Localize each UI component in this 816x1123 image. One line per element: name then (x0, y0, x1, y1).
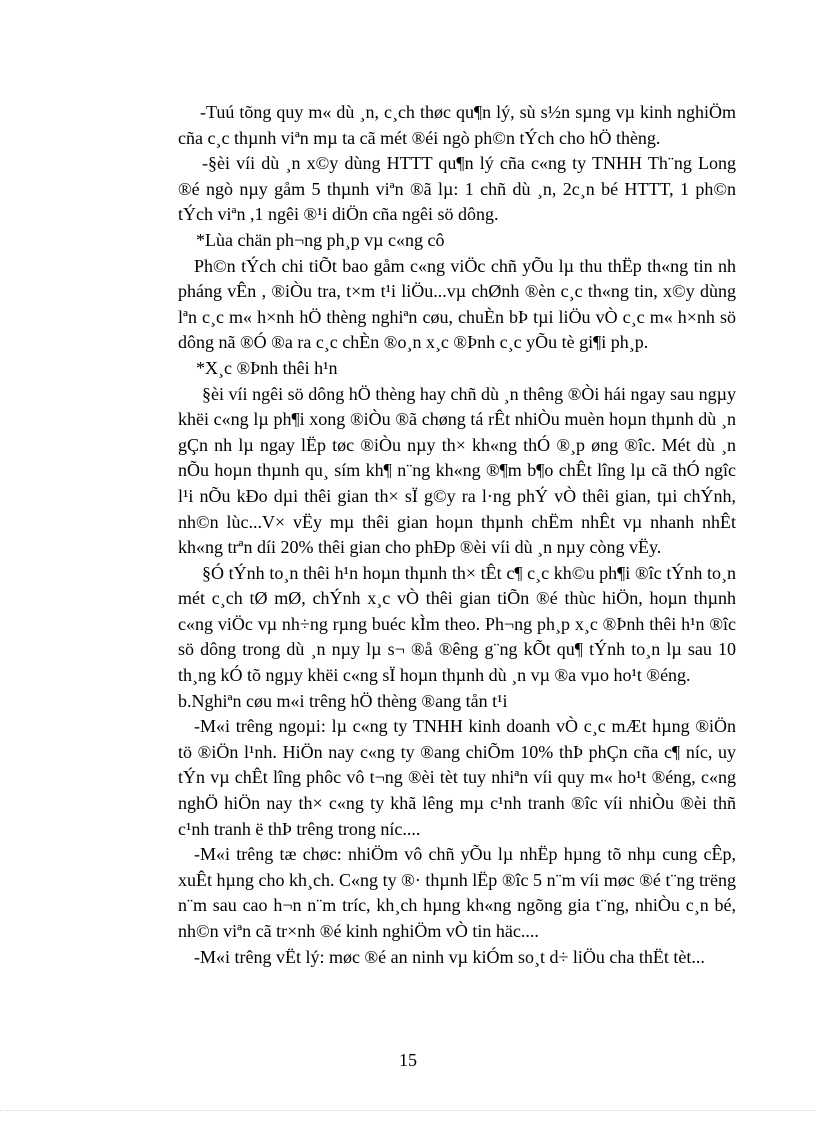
heading-method-selection: *Lùa chän ph¬ng ph¸p vµ c«ng cô (196, 229, 445, 250)
paragraph-organizational-environment: -M«i trêng tæ chøc: nhiÖm vô chñ yÕu lµ nhËp hµng tõ nhµ cung cÊp, xuÊt hµng cho kh¸ch. C«ng ty ®· thµnh lËp ®îc 5 n¨m víi møc ®é t¨ng trëng n¨m sau cao h¬n n¨m tríc, kh¸ch hµng kh«ng ngõng gia t¨ng, nhiÒu c¸n bé, nh©n viªn cã tr×nh ®é kinh nghiÖm vÒ tin häc.... (178, 844, 736, 941)
paragraph-external-environment: -M«i trêng ngoµi: lµ c«ng ty TNHH kinh doanh vÒ c¸c mÆt hµng ®iÖn tö ®iÖn l¹nh. HiÖn nay c«ng ty ®ang chiÕm 10% thÞ phÇn cña c¶ níc, uy tÝn vµ chÊt lîng phôc vô t¬ng ®èi tèt tuy nhiªn víi quy m« ho¹t ®éng, c«ng nghÖ hiÖn nay th× c«ng ty khã lêng mµ c¹nh tranh ®îc víi nhiÒu ®èi thñ c¹nh tranh ë thÞ trêng trong níc.... (178, 716, 736, 839)
page-bottom-divider (0, 1110, 816, 1111)
heading-environment-study: b.Nghiªn cøu m«i trêng hÖ thèng ®ang tån t¹i (178, 690, 508, 711)
page-number: 15 (399, 1050, 417, 1070)
paragraph-physical-environment: -M«i trêng vËt lý: møc ®é an ninh vµ kiÓm so¸t d÷ liÖu cha thËt tèt... (194, 946, 705, 967)
paragraph-team-members: -§èi víi dù ¸n x©y dùng HTTT qu¶n lý cña c«ng ty TNHH Th¨ng Long ®é ngò nµy gåm 5 thµnh viªn ®ã lµ: 1 chñ dù ¸n, 2c¸n bé HTTT, 1 ph©n tÝch viªn ,1 ngêi ®¹i diÖn cña ngêi sö dông. (178, 153, 736, 225)
heading-deadline: *X¸c ®Þnh thêi h¹n (196, 357, 338, 378)
body-text (178, 100, 736, 970)
paragraph-detailed-analysis: Ph©n tÝch chi tiÕt bao gåm c«ng viÖc chñ yÕu lµ thu thËp th«ng tin nh pháng vÊn , ®iÒu tra, t×m t¹i liÖu...vµ chØnh ®èn c¸c th«ng tin, x©y dùng lªn c¸c m« h×nh hÖ thèng nghiªn cøu, chuÈn bÞ tµi liÖu vÒ c¸c m« h×nh sö dông nã ®Ó ®a ra c¸c chÈn ®o¸n x¸c ®Þnh c¸c yÕu tè gi¶i ph¸p. (178, 255, 736, 353)
paragraph-team-scope: -Tuú tõng quy m« dù ¸n, c¸ch thøc qu¶n lý, sù s½n sµng vµ kinh nghiÖm cña c¸c thµnh viªn mµ ta cã mét ®éi ngò ph©n tÝch cho hÖ thèng. (178, 102, 736, 148)
paragraph-deadline-expectations: §èi víi ngêi sö dông hÖ thèng hay chñ dù ¸n thêng ®Òi hái ngay sau ngµy khëi c«ng lµ ph¶i xong ®iÒu ®ã chøng tá rÊt nhiÒu muèn hoµn thµnh dù ¸n gÇn nh lµ ngay lËp tøc ®iÒu nµy th× kh«ng thÓ ®¸p øng ®îc. Mét dù ¸n nÕu hoµn thµnh qu¸ sím kh¶ n¨ng kh«ng ®¶m b¶o chÊt lîng lµ cã thÓ ngîc l¹i nÕu kÐo dµi thêi gian th× sÏ g©y ra l·ng phÝ vÒ thêi gian, tµi chÝnh, nh©n lùc...V× vËy mµ thêi gian hoµn thµnh chËm nhÊt vµ nhanh nhÊt kh«ng trªn díi 20% thêi gian cho phÐp ®èi víi dù ¸n nµy còng vËy. (178, 383, 736, 558)
paragraph-deadline-calculation: §Ó tÝnh to¸n thêi h¹n hoµn thµnh th× tÊt c¶ c¸c kh©u ph¶i ®îc tÝnh to¸n mét c¸ch tØ mØ, chÝnh x¸c vÒ thêi gian tiÕn ®é thùc hiÖn, hoµn thµnh c«ng viÖc vµ nh÷ng rµng buéc kÌm theo. Ph¬ng ph¸p x¸c ®Þnh thêi h¹n ®îc sö dông trong dù ¸n nµy lµ s¬ ®å ®êng g¨ng kÕt qu¶ tÝnh to¸n lµ sau 10 th¸ng kÓ tõ ngµy khëi c«ng sÏ hoµn thµnh dù ¸n vµ ®a vµo ho¹t ®éng. (178, 562, 736, 686)
